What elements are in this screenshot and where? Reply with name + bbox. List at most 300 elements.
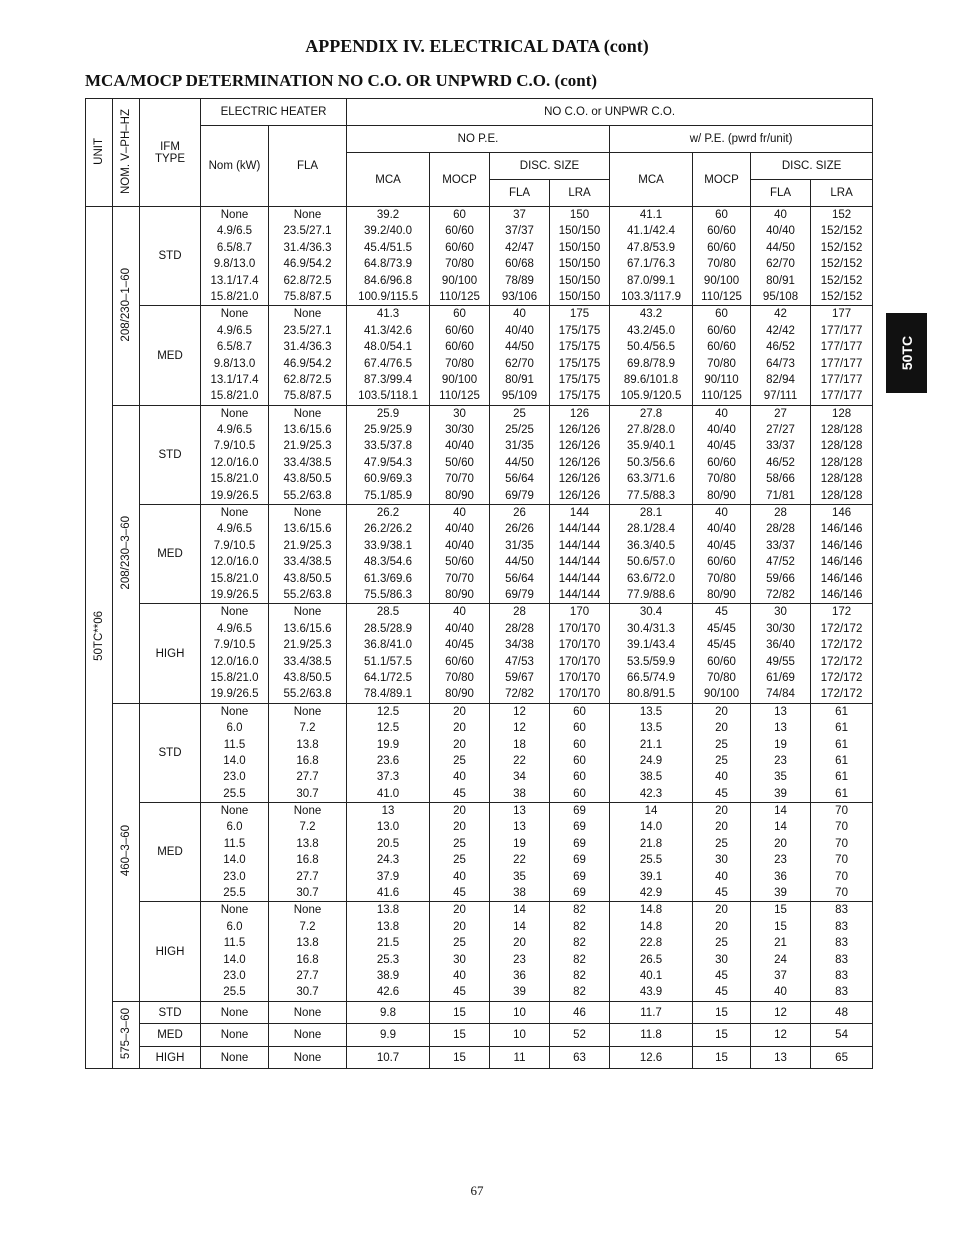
cell-value: 12 [513, 722, 526, 735]
cell-value: 25.3 [376, 953, 400, 966]
cell-value: 13.6/15.6 [283, 622, 332, 635]
cell-value: 75.5/86.3 [364, 588, 412, 601]
cell-value: 47/52 [766, 556, 795, 569]
cell-value: 28.1 [639, 507, 663, 520]
ifm-type-cell: MED [140, 1024, 201, 1047]
voltage-cell [113, 703, 140, 1001]
data-cell-kw [201, 207, 269, 306]
data-cell-np-lra [550, 703, 610, 802]
data-cell-np-fla [490, 604, 550, 703]
cell-value: 33/37 [766, 440, 795, 453]
header-electric-heater: ELECTRIC HEATER [201, 99, 347, 126]
cell-value: 13.0 [376, 821, 400, 834]
header-wp-disc-fla: FLA [751, 180, 811, 207]
cell-value: None [293, 507, 322, 520]
cell-value: 152/152 [820, 225, 863, 238]
data-cell-wp-mca [610, 803, 693, 902]
cell-value: 28.5 [376, 606, 400, 619]
cell-value: 13.8 [296, 738, 319, 751]
cell-value: 50/60 [445, 556, 474, 569]
cell-value: 90/100 [441, 274, 478, 287]
data-cell-np-lra: 63 [550, 1046, 610, 1069]
cell-value: 35 [774, 771, 787, 784]
cell-value: 83 [835, 986, 848, 999]
cell-value: 126/126 [558, 489, 601, 502]
cell-value: 25 [453, 937, 466, 950]
cell-value: 25.5 [639, 854, 663, 867]
cell-value: 146/146 [820, 539, 863, 552]
cell-value: 90/100 [703, 688, 740, 701]
cell-value: 25.5 [223, 787, 246, 800]
cell-value: 146 [831, 507, 852, 520]
data-cell-wp-fla [751, 505, 811, 604]
cell-value: 11.5 [223, 937, 246, 950]
cell-value: 18 [513, 738, 526, 751]
header-np-disc-size: DISC. SIZE [490, 153, 610, 180]
cell-value: 7.2 [299, 821, 316, 834]
cell-value: 20 [453, 904, 466, 917]
cell-value: 27 [774, 407, 787, 420]
cell-value: 70 [835, 887, 848, 900]
cell-value: 36.8/41.0 [364, 639, 412, 652]
cell-value: 40/40 [445, 440, 474, 453]
cell-value: 19.9/26.5 [210, 588, 259, 601]
header-np-mocp: MOCP [430, 153, 490, 207]
cell-value: 67.4/76.5 [364, 357, 412, 370]
cell-value: 172/172 [820, 671, 863, 684]
cell-value: 30/30 [766, 622, 795, 635]
cell-value: 36/40 [766, 639, 795, 652]
data-cell-wp-mocp: 15 [693, 1001, 751, 1024]
cell-value: 31/35 [505, 539, 534, 552]
cell-value: 55.2/63.8 [283, 588, 332, 601]
cell-value: 84.6/96.8 [364, 274, 412, 287]
data-cell-wp-mocp: 15 [693, 1024, 751, 1047]
cell-value: 170/170 [558, 639, 601, 652]
cell-value: 30.7 [296, 787, 319, 800]
table-title: MCA/MOCP DETERMINATION NO C.O. OR UNPWRD C.O. (cont) [85, 71, 598, 90]
cell-value: None [293, 209, 322, 221]
cell-value: 60/60 [707, 456, 736, 469]
cell-value: 58/66 [766, 473, 795, 486]
cell-value: 24 [774, 953, 787, 966]
data-cell-wp-mocp [693, 703, 751, 802]
table-row [86, 703, 873, 802]
cell-value: 14.8 [639, 920, 663, 933]
cell-value: 23.0 [223, 771, 246, 784]
cell-value: 103.5/118.1 [358, 390, 418, 403]
data-cell-np-mca: 10.7 [347, 1046, 430, 1069]
data-cell-np-fla [490, 505, 550, 604]
cell-value: 35.9/40.1 [627, 440, 675, 453]
cell-value: 39.2 [376, 209, 400, 221]
cell-value: 83 [835, 953, 848, 966]
cell-value: 82 [573, 937, 586, 950]
cell-value: 39 [774, 887, 787, 900]
cell-value: 60/60 [445, 655, 474, 668]
cell-value: 27.8 [639, 407, 663, 420]
cell-value: 144 [569, 507, 590, 520]
cell-value: 22 [513, 754, 526, 767]
cell-value: 7.2 [299, 920, 316, 933]
cell-value: 23 [513, 953, 526, 966]
cell-value: 33.5/37.8 [364, 440, 412, 453]
header-nom-kw: Nom (kW) [201, 126, 269, 207]
cell-value: 15.8/21.0 [210, 572, 259, 585]
ifm-type-cell: HIGH [140, 1046, 201, 1069]
cell-value: 45 [453, 787, 466, 800]
cell-value: 15.8/21.0 [210, 390, 259, 403]
cell-value: 15.8/21.0 [210, 473, 259, 486]
cell-value: 25.9/25.9 [364, 424, 412, 437]
ifm-type-cell: HIGH [140, 604, 201, 703]
cell-value: 13 [513, 821, 526, 834]
cell-value: 21.9/25.3 [283, 639, 332, 652]
cell-value: 15 [774, 920, 787, 933]
cell-value: 46.9/54.2 [283, 357, 332, 370]
cell-value: 60/60 [707, 225, 736, 238]
cell-value: 60/60 [445, 341, 474, 354]
cell-value: 80.8/91.5 [627, 688, 675, 701]
cell-value: 26.5 [639, 953, 663, 966]
cell-value: 40/40 [445, 539, 474, 552]
cell-value: 26/26 [505, 523, 534, 536]
cell-value: 13.1/17.4 [210, 274, 259, 287]
cell-value: 80/90 [445, 489, 474, 502]
cell-value: 34/38 [505, 639, 534, 652]
cell-value: 61 [835, 771, 848, 784]
side-tab-label: 50TC [898, 335, 915, 371]
cell-value: 43.8/50.5 [283, 572, 332, 585]
cell-value: 66.5/74.9 [627, 671, 675, 684]
cell-value: 30 [774, 606, 787, 619]
cell-value: 15.8/21.0 [210, 671, 259, 684]
cell-value: 172/172 [820, 655, 863, 668]
cell-value: 30 [715, 854, 728, 867]
data-cell-wp-mca [610, 703, 693, 802]
data-cell-np-mocp [430, 505, 490, 604]
cell-value: 60/68 [505, 258, 534, 271]
data-cell-wp-lra [811, 902, 873, 1001]
cell-value: 177/177 [820, 341, 863, 354]
cell-value: 44/50 [505, 341, 534, 354]
cell-value: 146/146 [820, 523, 863, 536]
cell-value: 24.9 [639, 754, 663, 767]
data-cell-wp-lra [811, 803, 873, 902]
cell-value: 60/60 [445, 241, 474, 254]
cell-value: 25 [513, 407, 526, 420]
cell-value: 41.1/42.4 [627, 225, 675, 238]
cell-value: 25.9 [376, 407, 400, 420]
header-no-pe: NO P.E. [347, 126, 610, 153]
cell-value: 74/84 [766, 688, 795, 701]
cell-value: None [293, 606, 322, 619]
cell-value: 70 [835, 837, 848, 850]
cell-value: 80/90 [707, 588, 736, 601]
cell-value: 4.9/6.5 [216, 424, 253, 437]
cell-value: 40/40 [445, 622, 474, 635]
cell-value: None [293, 705, 322, 718]
cell-value: 12.0/16.0 [210, 556, 259, 569]
cell-value: 43.9 [639, 986, 663, 999]
data-cell-wp-lra: 54 [811, 1024, 873, 1047]
cell-value: 63.3/71.6 [627, 473, 675, 486]
data-cell-fla [269, 505, 347, 604]
cell-value: 40 [715, 507, 728, 520]
cell-value: 40/45 [707, 440, 736, 453]
cell-value: 30 [453, 953, 466, 966]
cell-value: 60 [453, 209, 466, 221]
cell-value: 69.8/78.9 [627, 357, 675, 370]
cell-value: 31.4/36.3 [283, 341, 332, 354]
cell-value: 144/144 [558, 523, 601, 536]
cell-value: 60 [573, 738, 586, 751]
table-row [86, 902, 873, 1001]
cell-value: 13.8 [376, 920, 400, 933]
cell-value: 46/52 [766, 456, 795, 469]
cell-value: 4.9/6.5 [216, 225, 253, 238]
cell-value: 83 [835, 937, 848, 950]
cell-value: 27.8/28.0 [627, 424, 675, 437]
cell-value: 82 [573, 904, 586, 917]
data-cell-np-mca: 9.8 [347, 1001, 430, 1024]
cell-value: 93/106 [501, 290, 538, 303]
cell-value: 20 [715, 722, 728, 735]
cell-value: 40/40 [445, 523, 474, 536]
cell-value: 126/126 [558, 424, 601, 437]
cell-value: 30 [453, 407, 466, 420]
data-cell-wp-fla [751, 703, 811, 802]
cell-value: 25 [453, 754, 466, 767]
cell-value: 23.6 [376, 754, 400, 767]
cell-value: 7.9/10.5 [213, 440, 256, 453]
cell-value: 40 [453, 507, 466, 520]
cell-value: 170/170 [558, 671, 601, 684]
cell-value: 152/152 [820, 274, 863, 287]
data-cell-fla [269, 306, 347, 405]
cell-value: 33.9/38.1 [364, 539, 412, 552]
cell-value: 41.1 [639, 209, 663, 221]
cell-value: 37.3 [376, 771, 400, 784]
cell-value: 70 [835, 805, 848, 818]
cell-value: 28 [774, 507, 787, 520]
data-cell-wp-fla [751, 803, 811, 902]
data-cell-fla [269, 803, 347, 902]
cell-value: 36.3/40.5 [627, 539, 675, 552]
cell-value: 23.0 [223, 870, 246, 883]
cell-value: 43.2/45.0 [627, 324, 675, 337]
cell-value: 20 [715, 904, 728, 917]
header-heater-fla: FLA [269, 126, 347, 207]
voltage-label: 460–3–60 [120, 825, 132, 877]
cell-value: 40 [774, 209, 787, 221]
voltage-label: 208/230–3–60 [120, 515, 132, 590]
cell-value: 45 [715, 887, 728, 900]
data-cell-np-lra [550, 505, 610, 604]
cell-value: 13.8 [296, 937, 319, 950]
cell-value: 70/70 [445, 572, 474, 585]
cell-value: 60.9/69.3 [364, 473, 412, 486]
cell-value: 70/80 [707, 572, 736, 585]
cell-value: 69/79 [505, 489, 534, 502]
cell-value: 97/111 [763, 390, 798, 403]
cell-value: 40 [513, 308, 526, 321]
cell-value: 170/170 [558, 622, 601, 635]
table-row [86, 1001, 873, 1024]
cell-value: 175/175 [558, 390, 601, 403]
cell-value: 175/175 [558, 373, 601, 386]
page-title: APPENDIX IV. ELECTRICAL DATA (cont) [305, 36, 649, 56]
cell-value: None [293, 308, 322, 321]
cell-value: 45 [715, 986, 728, 999]
cell-value: 71/81 [766, 489, 795, 502]
cell-value: 100.9/115.5 [358, 290, 418, 303]
cell-value: 30.7 [296, 887, 319, 900]
cell-value: 110/125 [439, 390, 480, 403]
data-cell-wp-mocp [693, 505, 751, 604]
cell-value: 14 [513, 904, 526, 917]
cell-value: 25/25 [505, 424, 534, 437]
unit-label: 50TC**06 [93, 611, 105, 662]
data-cell-np-mca [347, 505, 430, 604]
cell-value: 25.5 [223, 986, 246, 999]
table-row [86, 505, 873, 604]
data-cell-np-lra: 46 [550, 1001, 610, 1024]
header-wp-mca: MCA [610, 153, 693, 207]
data-cell-np-fla [490, 803, 550, 902]
cell-value: 27/27 [766, 424, 795, 437]
cell-value: 25 [715, 837, 728, 850]
data-cell-np-lra [550, 902, 610, 1001]
cell-value: 77.9/88.6 [627, 588, 675, 601]
cell-value: 9.8/13.0 [213, 258, 256, 271]
cell-value: 27.7 [296, 969, 319, 982]
cell-value: 6.5/8.7 [216, 341, 253, 354]
data-cell-wp-mca [610, 505, 693, 604]
data-cell-kw [201, 306, 269, 405]
cell-value: 20 [715, 821, 728, 834]
data-cell-np-lra [550, 306, 610, 405]
cell-value: 77.5/88.3 [627, 489, 675, 502]
cell-value: 39.1 [639, 870, 663, 883]
cell-value: 70 [835, 821, 848, 834]
cell-value: 82 [573, 920, 586, 933]
cell-value: 152/152 [820, 258, 863, 271]
data-cell-np-fla [490, 703, 550, 802]
cell-value: 60 [573, 705, 586, 718]
cell-value: 60 [573, 771, 586, 784]
cell-value: 14 [774, 821, 787, 834]
cell-value: 63.6/72.0 [627, 572, 675, 585]
data-cell-np-mocp [430, 902, 490, 1001]
cell-value: 24.3 [376, 854, 400, 867]
data-cell-wp-fla [751, 306, 811, 405]
cell-value: 20 [715, 805, 728, 818]
cell-value: 38 [513, 887, 526, 900]
cell-value: 14.0 [223, 953, 246, 966]
header-no-co: NO C.O. or UNPWR C.O. [347, 99, 873, 126]
cell-value: 43.8/50.5 [283, 473, 332, 486]
data-cell-wp-mocp [693, 405, 751, 504]
cell-value: 110/125 [701, 390, 742, 403]
cell-value: 21 [774, 937, 787, 950]
cell-value: 42 [774, 308, 787, 321]
cell-value: 42.6 [376, 986, 400, 999]
cell-value: 46.9/54.2 [283, 258, 332, 271]
cell-value: 150 [569, 209, 590, 221]
header-np-disc-lra: LRA [550, 180, 610, 207]
cell-value: 12.0/16.0 [210, 456, 259, 469]
cell-value: 13.6/15.6 [283, 523, 332, 536]
cell-value: 69 [573, 870, 586, 883]
cell-value: 21.8 [639, 837, 663, 850]
cell-value: 36 [774, 870, 787, 883]
data-cell-wp-mca [610, 604, 693, 703]
cell-value: 30 [715, 953, 728, 966]
cell-value: 19.9 [376, 738, 400, 751]
cell-value: 90/100 [441, 373, 478, 386]
cell-value: 13.5 [639, 722, 663, 735]
cell-value: 70/80 [445, 671, 474, 684]
voltage-label: 208/230–1–60 [120, 267, 132, 342]
cell-value: 40 [453, 771, 466, 784]
cell-value: 25 [453, 854, 466, 867]
data-cell-kw [201, 405, 269, 504]
data-cell-wp-lra: 48 [811, 1001, 873, 1024]
cell-value: 62/70 [505, 357, 534, 370]
cell-value: 44/50 [505, 556, 534, 569]
cell-value: 170 [569, 606, 590, 619]
data-cell-wp-fla: 12 [751, 1024, 811, 1047]
cell-value: 49/55 [766, 655, 795, 668]
cell-value: 39.2/40.0 [364, 225, 412, 238]
cell-value: 27.7 [296, 771, 319, 784]
cell-value: 31.4/36.3 [283, 241, 332, 254]
cell-value: 75.1/85.9 [364, 489, 412, 502]
data-cell-np-mocp [430, 306, 490, 405]
data-cell-wp-mocp [693, 902, 751, 1001]
data-cell-wp-lra [811, 207, 873, 306]
header-wp-disc-size: DISC. SIZE [751, 153, 873, 180]
cell-value: 25 [715, 754, 728, 767]
data-cell-wp-fla: 12 [751, 1001, 811, 1024]
cell-value: 60 [453, 308, 466, 321]
cell-value: 72/82 [766, 588, 795, 601]
side-tab [886, 313, 927, 393]
data-cell-np-fla [490, 902, 550, 1001]
data-cell-wp-lra [811, 505, 873, 604]
cell-value: 60 [715, 209, 728, 221]
cell-value: 41.6 [376, 887, 400, 900]
cell-value: 70/80 [707, 357, 736, 370]
ifm-type-cell: MED [140, 306, 201, 405]
cell-value: 75.8/87.5 [283, 390, 332, 403]
cell-value: 19 [513, 837, 526, 850]
cell-value: 34 [513, 771, 526, 784]
cell-value: 40/40 [707, 424, 736, 437]
cell-value: 45/45 [707, 639, 736, 652]
data-cell-np-fla: 10 [490, 1024, 550, 1047]
cell-value: 82/94 [766, 373, 795, 386]
data-cell-np-fla [490, 306, 550, 405]
cell-value: 23.0 [223, 969, 246, 982]
data-cell-np-lra [550, 207, 610, 306]
cell-value: 128/128 [820, 424, 863, 437]
cell-value: 67.1/76.3 [627, 258, 675, 271]
cell-value: 103.3/117.9 [621, 290, 681, 303]
data-cell-kw [201, 703, 269, 802]
voltage-label: 575–3–60 [120, 1007, 132, 1060]
